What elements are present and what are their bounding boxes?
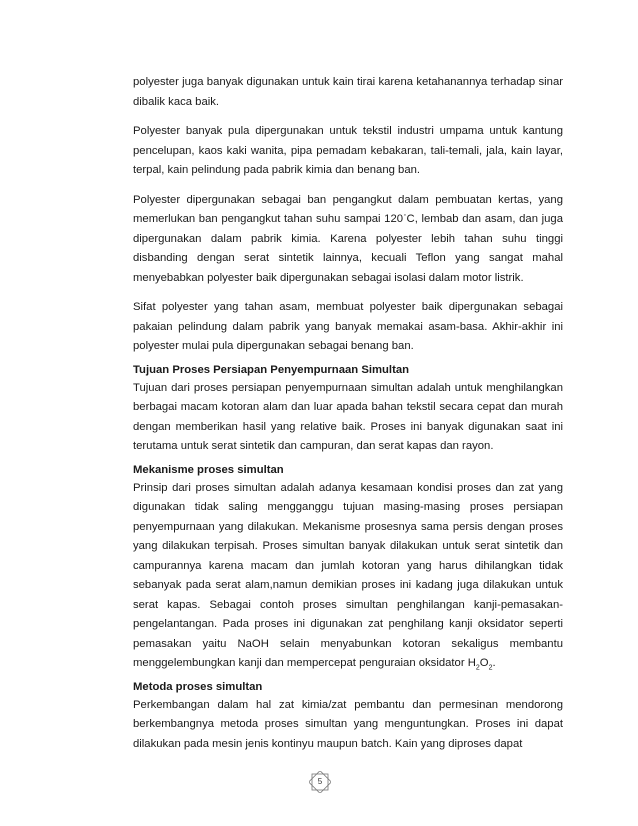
- section-body-mekanisme: [133, 479, 563, 674]
- page-number-ornament: [309, 771, 331, 793]
- page-number: 5: [317, 777, 323, 786]
- paragraph-polyester-curtain: polyester juga banyak digunakan untuk kain tirai karena ketahanannya terhadap sinar dibalik kaca baik.: [133, 76, 563, 108]
- text-segment: Polyester dipergunakan sebagai ban pengangkut dalam pembuatan kertas, yang memerlukan ban pengangkut tahan suhu sampai 120: [133, 193, 563, 225]
- subscript: 2: [475, 664, 480, 672]
- text-segment: .: [492, 657, 496, 669]
- document-page: [133, 73, 563, 764]
- degree-symbol: ◦: [403, 212, 407, 220]
- section-body-metoda: Perkembangan dalam hal zat kimia/zat pembantu dan permesinan mendorong berkembangnya metoda proses simultan yang menguntungkan. Proses ini dapat dilakukan pada mesin jenis kontinyu maupun batch. Kain yang diproses dapat: [133, 698, 563, 750]
- paragraph-polyester-industrial: Polyester banyak pula dipergunakan untuk tekstil industri umpama untuk kantung pencelupan, kaos kaki wanita, pipa pemadam kebakaran, tali-temali, jala, kain layar, terpal, kain pelindung pada pabrik kimia dan benang ban.: [133, 125, 563, 176]
- subscript: 2: [488, 664, 493, 672]
- section-heading-metoda: Metoda proses simultan: [133, 680, 263, 693]
- text-segment: O: [479, 657, 489, 669]
- paragraph-polyester-conveyor: [133, 191, 563, 289]
- text-segment: C, lembab dan asam, dan juga dipergunakan dalam pabrik kimia. Karena polyester lebih tahan suhu tinggi disbanding dengan serat sintetik lainnya, kecuali Teflon yang sangat mahal menyebabkan polyester baik dipergunakan sebagai isolasi dalam motor listrik.: [133, 213, 563, 284]
- section-heading-mekanisme: Mekanisme proses simultan: [133, 463, 284, 476]
- section-body-tujuan: Tujuan dari proses persiapan penyempurnaan simultan adalah untuk menghilangkan berbagai macam kotoran alam dan luar apada bahan tekstil secara cepat dan murah dengan memberikan hasil yang relative baik. Proses ini banyak digunakan saat ini terutama untuk serat sintetik dan campuran, dan serat kapas dan rayon.: [133, 381, 563, 452]
- paragraph-polyester-acid: Sifat polyester yang tahan asam, membuat polyester baik dipergunakan sebagai pakaian pelindung dalam pabrik yang banyak memakai asam-basa. Akhir-akhir ini polyester mulai pula dipergunakan sebagai benang ban.: [133, 301, 563, 352]
- section-heading-tujuan: Tujuan Proses Persiapan Penyempurnaan Simultan: [133, 363, 410, 376]
- text-segment: Prinsip dari proses simultan adalah adanya kesamaan kondisi proses dan zat yang digunakan tidak saling mengganggu tujuan masing-masing proses persiapan penyempurnaan yang dilakukan. Mekanisme prosesnya sama persis dengan proses yang dilakukan terpisah. Proses simultan banyak dilakukan untuk serat sintetik dan campurannya karena macam dan jumlah kotoran yang harus dihilangkan tidak sebanyak pada serat alam,namun demikian proses ini kadang juga dilakukan untuk serat kapas. Sebagai contoh proses simultan penghilangan kanji-pemasakan-pengelantangan. Pada proses ini digunakan zat penghilang kanji oksidator seperti pemasakan yaitu NaOH selain menyabunkan kotoran sekaligus membantu menggelembungkan kanji dan mempercepat penguraian oksidator H: [133, 481, 563, 669]
